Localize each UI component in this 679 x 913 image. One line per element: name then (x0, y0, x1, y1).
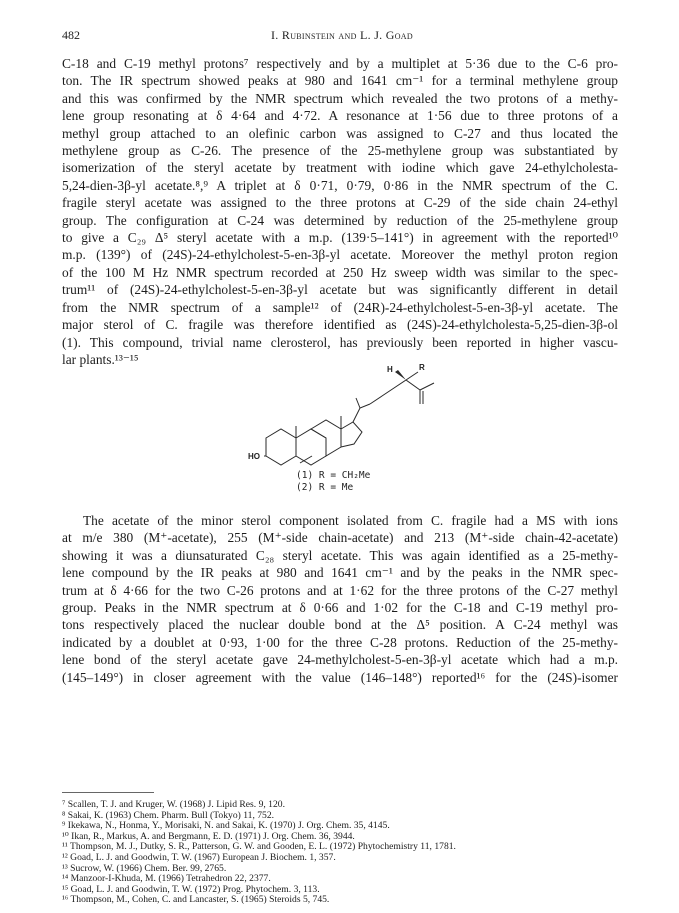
text-line: trum at δ 4·66 for the two C-26 protons and at 1·62 for the three protons of the C-27 methyl (62, 582, 618, 598)
text-line: from the NMR spectrum of a sample¹² of (24R)-24-ethylcholest-5-en-3β-yl acetate. The (62, 299, 618, 315)
methyl-c21 (356, 398, 360, 408)
text-line: lar plants.¹³⁻¹⁵ (62, 351, 139, 367)
text-line: lene compound by the IR peaks at 980 and 1641 cm⁻¹ and by the peaks in the NMR spec- (62, 565, 618, 581)
text-line: and this was confirmed by the NMR spectrum which revealed the two protons of a methy- (62, 90, 618, 106)
text-line: tons respectively placed the nuclear double bond at the Δ⁵ position. A C-24 methyl was (62, 617, 618, 633)
bond-c24-c25 (406, 380, 420, 390)
side-chain-c20 (353, 404, 370, 422)
ring-c (311, 420, 341, 456)
text-line: indicated by a doublet at 0·93, 1·00 for the three C-28 protons. Reduction of the 25-methy- (62, 634, 618, 650)
page-header (62, 28, 622, 44)
page-number: 482 (62, 28, 80, 42)
text-line: The acetate of the minor sterol component isolated from C. fragile had a MS with ions (83, 513, 618, 528)
text-line: m.p. (139°) of (24S)-24-ethylcholest-5-en-3β-yl acetate. Moreover the methyl proton region (62, 247, 618, 263)
footnote-12: ¹² Goad, L. J. and Goodwin, T. W. (1967) European J. Biochem. 1, 357. (62, 851, 336, 863)
footnote-15: ¹⁵ Goad, L. J. and Goodwin, T. W. (1972) Prog. Phytochem. 3, 113. (62, 883, 320, 895)
caption-line: (2) R = Me (296, 482, 354, 493)
text-line: (1). This compound, trivial name clerosterol, has previously been reported in higher vascu- (62, 334, 618, 350)
text-line: lene bond of the steryl acetate gave 24-methylcholest-5-en-3β-yl acetate which had a m.p. (62, 652, 618, 668)
footnotes (62, 800, 618, 906)
ring-b (296, 429, 326, 465)
footnote-11: ¹¹ Thompson, M. J., Dutky, S. R., Patterson, G. W. and Gooden, E. L. (1972) Phytochemistry 11, 1781. (62, 841, 456, 853)
footnote-14: ¹⁴ Manzoor-I-Khuda, M. (1966) Tetrahedron 22, 2377. (62, 873, 271, 885)
r-group-label: R (419, 363, 425, 372)
text-line: group. Peaks in the NMR spectrum at δ 0·66 and 1·02 for the C-18 and C-19 methyl pro- (62, 600, 618, 616)
hydrogen-label: H (387, 365, 393, 374)
text-line: of the 100 M Hz NMR spectrum recorded at 250 Hz sweep width was similar to the spec- (62, 264, 618, 280)
text-line: lene group resonating at δ 4·64 and 4·72. A resonance at 1·56 due to three protons of a (62, 108, 618, 124)
ring-a (266, 429, 296, 465)
text-line: major sterol of C. fragile was therefore identified as (24S)-24-ethylcholesta-5,25-dien-3β-ol (62, 317, 618, 333)
text-line: methyl group attached to an olefinic carbon was assigned to C-27 and thus located the (62, 125, 618, 141)
wedge-bond-h24 (395, 370, 406, 380)
footnote-9: ⁹ Ikekawa, N., Honma, Y., Morisaki, N. and Sakai, K. (1970) J. Org. Chem. 35, 4145. (62, 820, 390, 832)
text-line: trum¹¹ of (24S)-24-ethylcholest-5-en-3β-yl acetate but was significantly different in detail (62, 282, 618, 298)
footnote-13: ¹³ Sucrow, W. (1966) Chem. Ber. 99, 2765. (62, 862, 227, 874)
text-line: showing it was a diunsaturated C₂₈ steryl acetate. This was again identified as a 25-methy- (62, 547, 618, 563)
ring-d (341, 422, 362, 447)
footnote-10: ¹⁰ Ikan, R., Markus, A. and Bergmann, E. D. (1971) J. Org. Chem. 36, 3944. (62, 830, 355, 842)
footnote-16: ¹⁶ Thompson, M., Cohen, C. and Lancaster, S. (1965) Steroids 5, 745. (62, 894, 330, 906)
side-chain-c22-c24 (370, 380, 406, 404)
text-line: group. The configuration at C-24 was determined by reduction of the 25-methylene group (62, 212, 618, 228)
footnote-rule (62, 792, 154, 793)
text-line: ton. The IR spectrum showed peaks at 980 and 1641 cm⁻¹ for a terminal methylene group (62, 73, 618, 89)
text-line: methylene group as C-26. The presence of the 25-methylene group was substantiated by (62, 143, 618, 159)
text-line: to give a C₂₉ Δ⁵ steryl acetate with a m.p. (139·5–141°) in agreement with the reported¹⁰ (62, 230, 618, 246)
paragraph-clerosterol (62, 55, 618, 368)
steroid-skeleton-drawing (248, 352, 456, 474)
text-line: (145–149°) in closer agreement with the value (146–148°) reported¹⁶ for the (24S)-isomer (62, 669, 618, 685)
text-line: at m/e 380 (M⁺-acetate), 255 (M⁺-side chain-acetate) and 213 (M⁺-side chain-42-acetate) (62, 530, 618, 546)
sterol-structure-figure (248, 352, 456, 474)
hydroxyl-label: HO (248, 452, 260, 461)
text-line: fragile steryl acetate was assigned to the three protons at C-29 of the side chain 24-ethyl (62, 195, 618, 211)
text-line: isomerization of the steryl acetate by treatment with iodine which gave 24-ethylcholesta- (62, 160, 618, 176)
paragraph-minor-sterol (62, 512, 618, 686)
structure-caption (296, 470, 386, 494)
footnote-8: ⁸ Sakai, K. (1963) Chem. Pharm. Bull (Tokyo) 11, 752. (62, 809, 275, 821)
running-head: I. Rubinstein and L. J. Goad (271, 28, 413, 42)
text-line: C-18 and C-19 methyl protons⁷ respectively and by a multiplet at 5·36 due to the C-6 pro- (62, 56, 618, 71)
caption-line: (1) R = CH₂Me (296, 470, 371, 481)
methyl-c27 (420, 383, 434, 390)
footnote-7: ⁷ Scallen, T. J. and Kruger, W. (1968) J. Lipid Res. 9, 120. (62, 799, 285, 810)
bond-c24-r (406, 372, 418, 380)
text-line: 5,24-dien-3β-yl acetate.⁸,⁹ A triplet at δ 0·71, 0·79, 0·86 in the NMR spectrum of the C. (62, 177, 618, 193)
